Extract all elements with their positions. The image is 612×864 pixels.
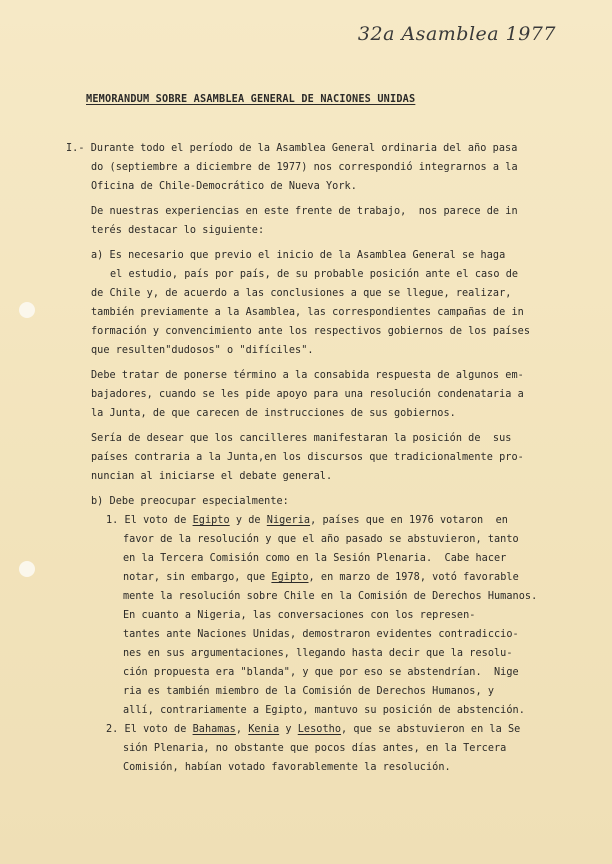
text-line: do (septiembre a diciembre de 1977) nos correspondió integrarnos a la (91, 162, 518, 173)
document-title: MEMORANDUM SOBRE ASAMBLEA GENERAL DE NACIONES UNIDAS (86, 94, 416, 105)
text-line: terés destacar lo siguiente: (91, 225, 265, 236)
text-line: sión Plenaria, no obstante que pocos días antes, en la Tercera (123, 743, 507, 754)
text-line: tantes ante Naciones Unidas, demostraron evidentes contradiccio- (123, 629, 519, 640)
text-line: en la Tercera Comisión como en la Sesión Plenaria. Cabe hacer (123, 553, 507, 564)
text-line: notar, sin embargo, que Egipto, en marzo de 1978, votó favorable (123, 572, 519, 583)
text-line: también previamente a la Asamblea, las correspondientes campañas de in (91, 307, 524, 318)
text-line: Sería de desear que los cancilleres manifestaran la posición de sus (91, 433, 512, 444)
text-line: favor de la resolución y que el año pasado se abstuvieron, tanto (123, 534, 519, 545)
text-line: mente la resolución sobre Chile en la Comisión de Derechos Humanos. (123, 591, 538, 602)
text-line: En cuanto a Nigeria, las conversaciones con los represen- (123, 610, 476, 621)
text-line: ción propuesta era "blanda", y que por eso se abstendrían. Nige (123, 667, 519, 678)
text-line: el estudio, país por país, de su probable posición ante el caso de (110, 269, 519, 280)
text-line: de Chile y, de acuerdo a las conclusiones a que se llegue, realizar, (91, 288, 512, 299)
text-line: formación y convencimiento ante los respectivos gobiernos de los países (91, 326, 531, 337)
text-line: bajadores, cuando se les pide apoyo para una resolución condenataria a (91, 389, 524, 400)
text-line: 1. El voto de Egipto y de Nigeria, países que en 1976 votaron en (106, 515, 508, 526)
text-line: Debe tratar de ponerse término a la consabida respuesta de algunos em- (91, 370, 524, 381)
text-line: nes en sus argumentaciones, llegando hasta decir que la resolu- (123, 648, 513, 659)
handwritten-note: 32a Asamblea 1977 (357, 23, 556, 45)
text-line: Comisión, habían votado favorablemente la resolución. (123, 762, 451, 773)
text-line: la Junta, de que carecen de instrucciones de sus gobiernos. (91, 408, 456, 419)
text-line: a) Es necesario que previo el inicio de la Asamblea General se haga (91, 250, 506, 261)
punch-hole-icon (19, 561, 35, 577)
text-line: allí, contrariamente a Egipto, mantuvo su posición de abstención. (123, 705, 525, 716)
text-line: nuncian al iniciarse el debate general. (91, 471, 333, 482)
text-line: países contraria a la Junta,en los discursos que tradicionalmente pro- (91, 452, 524, 463)
text-line: Oficina de Chile-Democrático de Nueva York. (91, 181, 357, 192)
text-line: ria es también miembro de la Comisión de Derechos Humanos, y (123, 686, 495, 697)
text-line: I.- Durante todo el período de la Asamblea General ordinaria del año pasa (66, 143, 518, 154)
punch-hole-icon (19, 302, 35, 318)
text-line: que resulten"dudosos" o "difíciles". (91, 345, 314, 356)
text-line: 2. El voto de Bahamas, Kenia y Lesotho, que se abstuvieron en la Se (106, 724, 521, 735)
text-line: De nuestras experiencias en este frente de trabajo, nos parece de in (91, 206, 518, 217)
text-line: b) Debe preocupar especialmente: (91, 496, 289, 507)
